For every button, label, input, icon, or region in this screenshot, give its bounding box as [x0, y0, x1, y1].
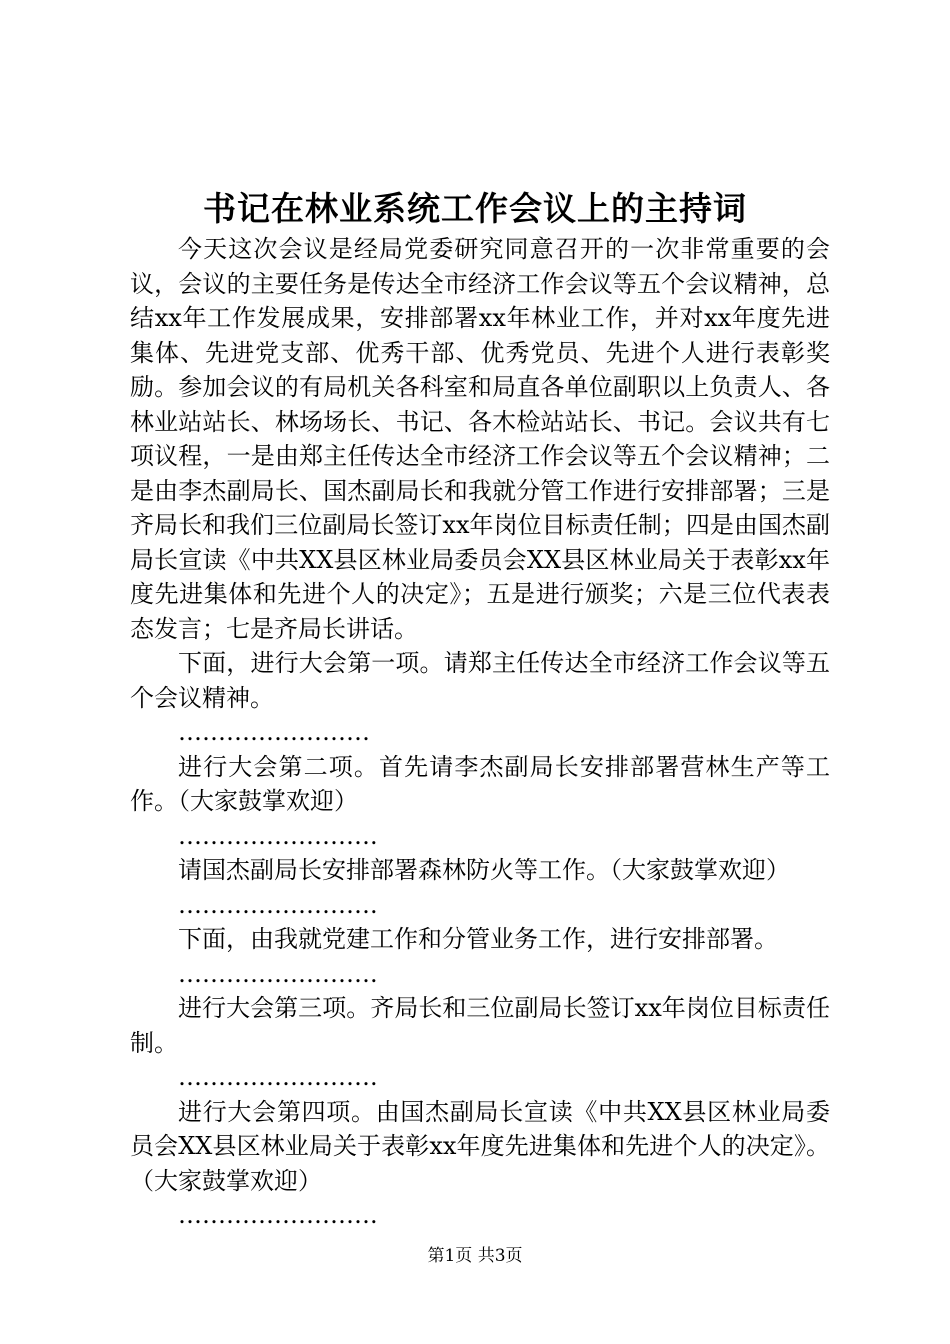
paragraph-item-3: 进行大会第三项。齐局长和三位副局长签订xx年岗位目标责任制。 [130, 994, 830, 1057]
page-footer: 第1页 共3页 [427, 1246, 523, 1266]
ellipsis-separator: ……………………. [178, 959, 378, 988]
paragraph-item-1: 下面，进行大会第一项。请郑主任传达全市经济工作会议等五个会议精神。 [130, 649, 830, 712]
ellipsis-separator: …………………… [178, 718, 370, 746]
paragraph-intro: 今天这次会议是经局党委研究同意召开的一次非常重要的会议，会议的主要任务是传达全市经济工作会议等五个会议精神，总结xx年工作发展成果，安排部署xx年林业工作，并对xx年度先进集体、先进党支部、优秀干部、优秀党员、先进个人进行表彰奖励。参加会议的有局机关各科室和局直各单位副职以上负责人、各林业站站长、林场场长、书记、各木检站站长、书记。会议共有七项议程，一是由郑主任传达全市经济工作会议等五个会议精神；二是由李杰副局长、国杰副局长和我就分管工作进行安排部署；三是齐局长和我们三位副局长签订xx年岗位目标责任制；四是由国杰副局长宣读《中共XX县区林业局委员会XX县区林业局关于表彰xx年度先进集体和先进个人的决定》；五是进行颁奖；六是三位代表表态发言；七是齐局长讲话。 [130, 235, 830, 643]
paragraph-item-2: 进行大会第二项。首先请李杰副局长安排部署营林生产等工作。（大家鼓掌欢迎） [130, 752, 830, 815]
ellipsis-separator: ……………………. [178, 821, 378, 850]
paragraph-fire-prevention: 请国杰副局长安排部署森林防火等工作。（大家鼓掌欢迎） [178, 856, 790, 884]
document-body [130, 232, 830, 1233]
paragraph-item-4: 进行大会第四项。由国杰副局长宣读《中共XX县区林业局委员会XX县区林业局关于表彰xx年度先进集体和先进个人的决定》。（大家鼓掌欢迎） [130, 1097, 830, 1195]
ellipsis-separator: ……………………. [178, 1063, 378, 1091]
document-title: 书记在林业系统工作会议上的主持词 [203, 189, 747, 228]
paragraph-party-building: 下面，由我就党建工作和分管业务工作，进行安排部署。 [178, 925, 778, 953]
ellipsis-separator: ……………………. [178, 890, 378, 919]
ellipsis-separator: ……………………. [178, 1201, 378, 1229]
